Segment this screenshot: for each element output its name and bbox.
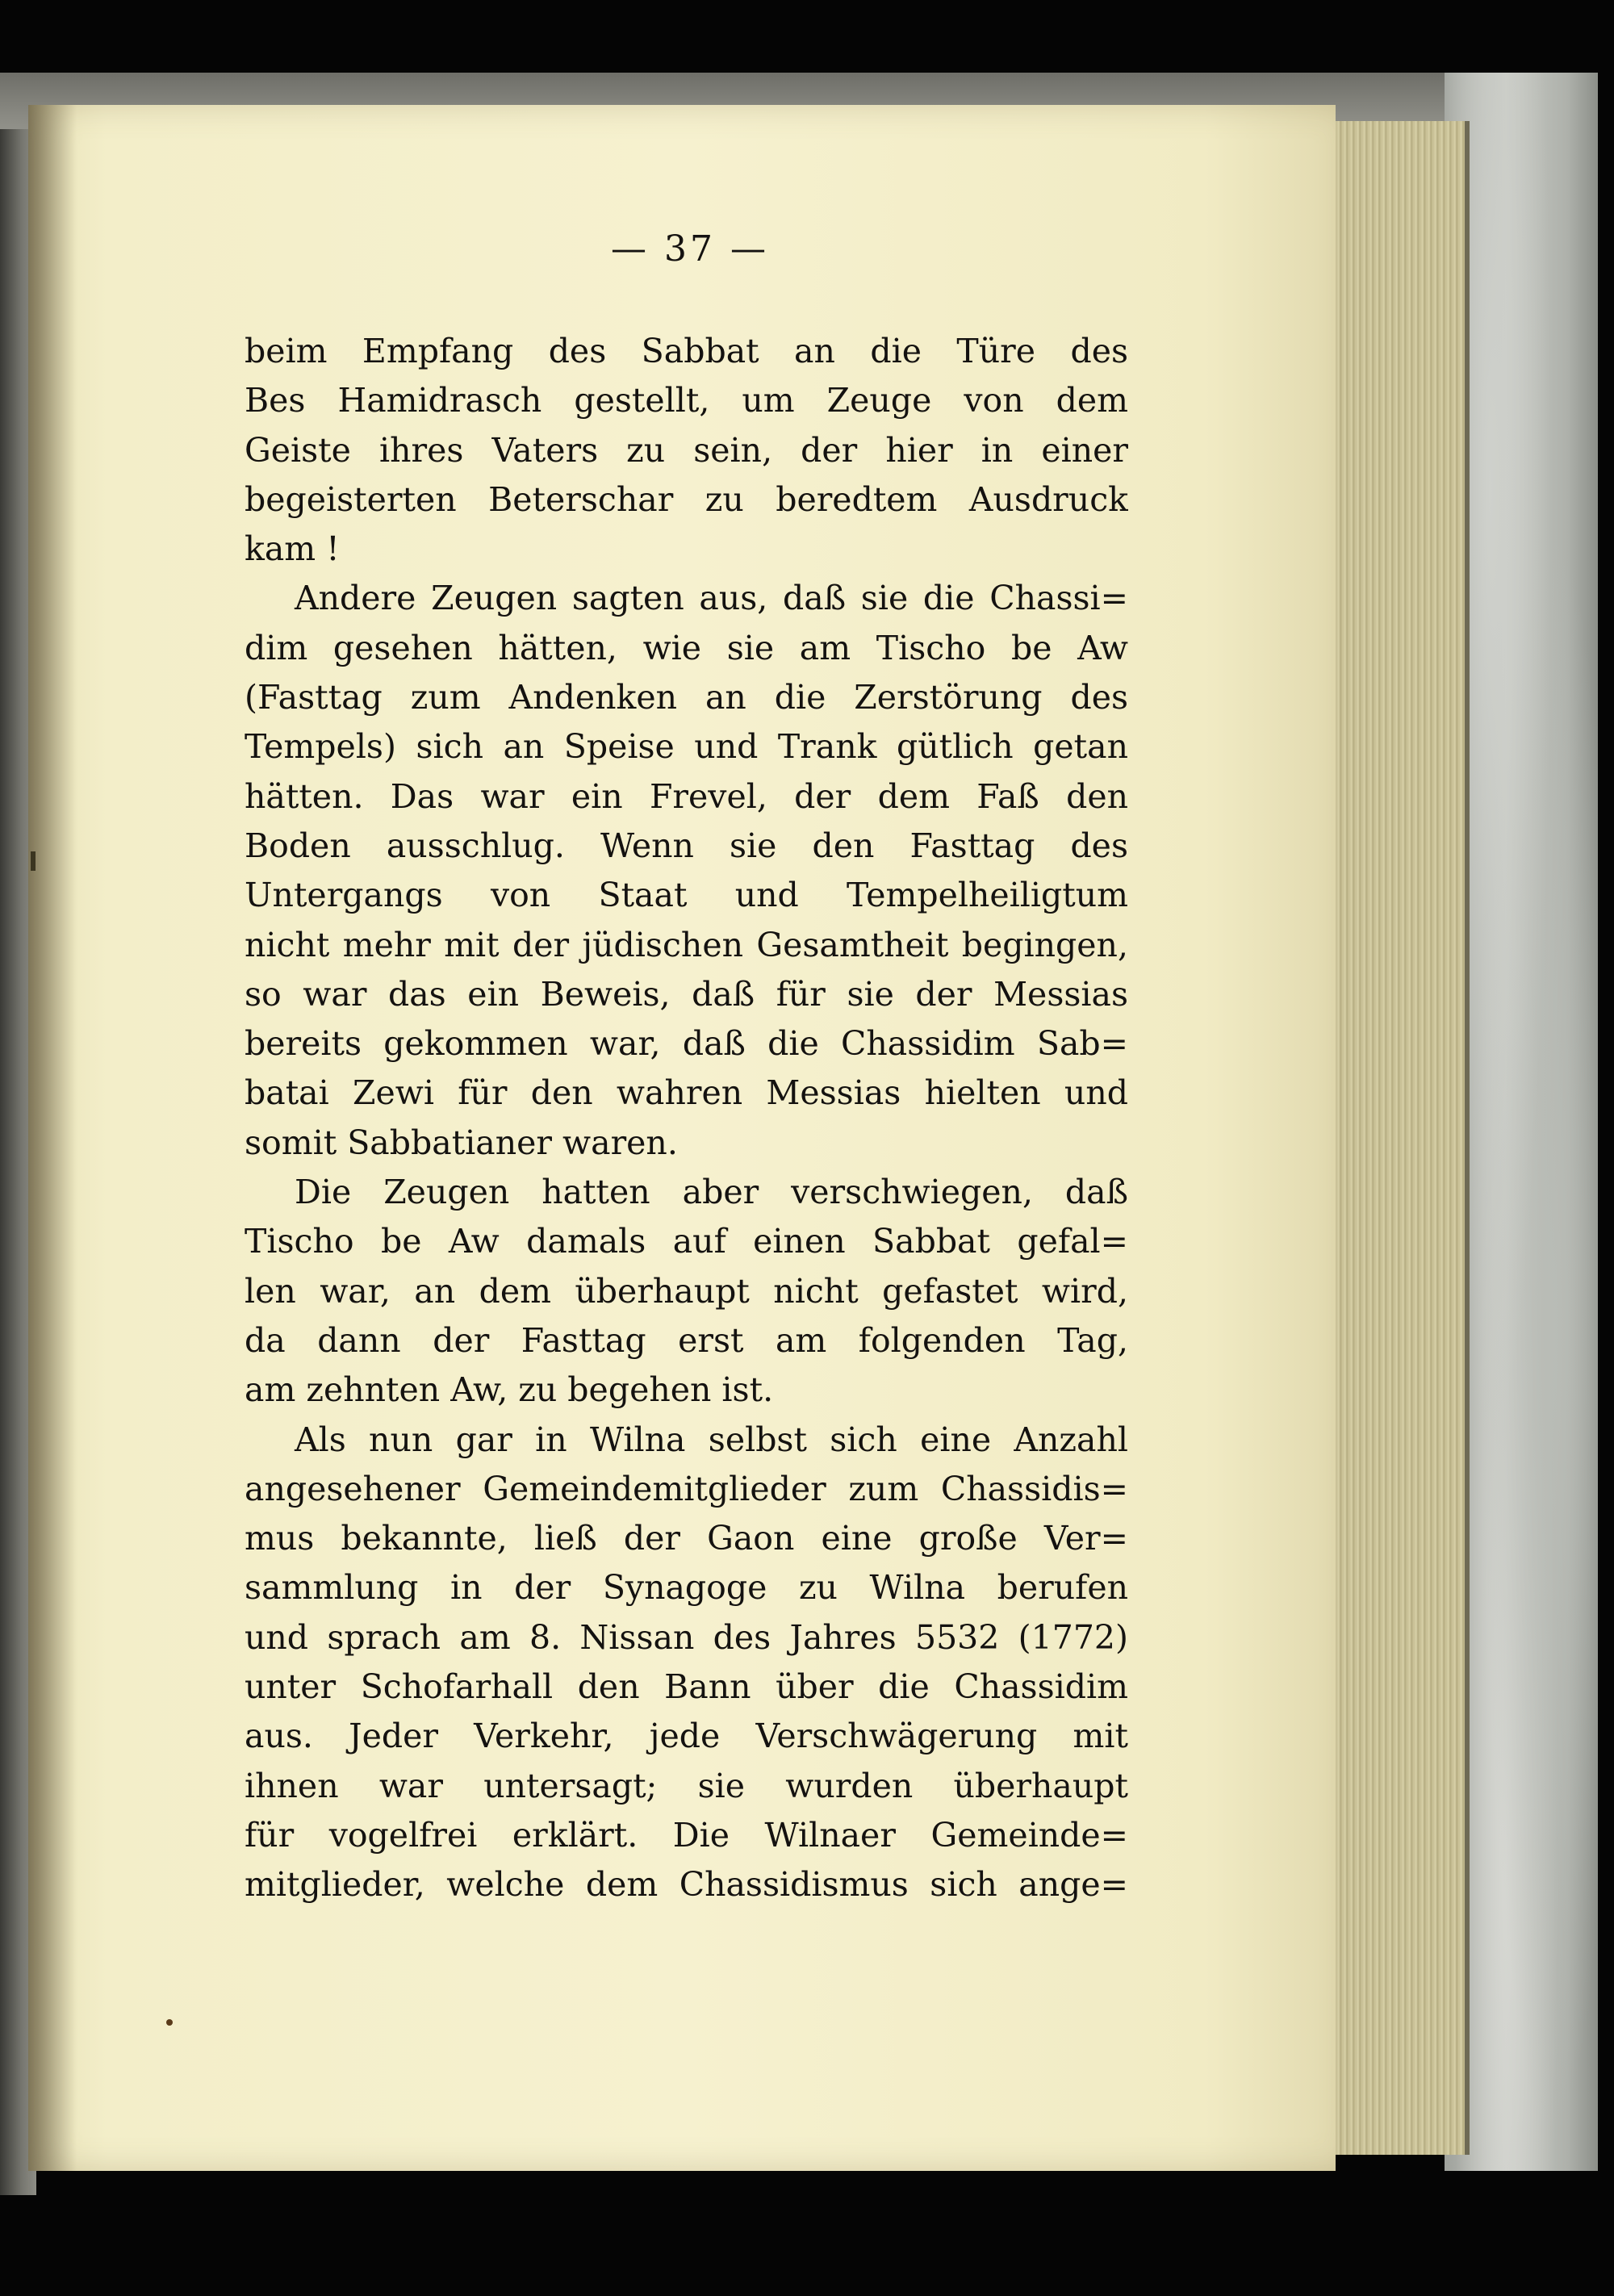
body-text <box>245 327 1128 1910</box>
text-line: nicht mehr mit der jüdischen Gesamtheit begingen, <box>245 925 1128 964</box>
text-line: angesehener Gemeindemitglieder zum Chassidis= <box>245 1469 1128 1508</box>
page-number: — 37 — <box>611 228 769 270</box>
text-line: Bes Hamidrasch gestellt, um Zeuge von dem <box>245 381 1128 420</box>
text-line: ihnen war untersagt; sie wurden überhaupt <box>245 1766 1128 1805</box>
text-line: len war, an dem überhaupt nicht gefastet wird, <box>245 1271 1128 1311</box>
text-line: mitglieder, welche dem Chassidismus sich ange= <box>245 1865 1128 1905</box>
text-line: beim Empfang des Sabbat an die Türe des <box>245 332 1128 370</box>
text-line: mus bekannte, ließ der Gaon eine große Ver= <box>245 1519 1128 1558</box>
text-line: batai Zewi für den wahren Messias hielten und <box>245 1073 1128 1113</box>
text-line: Die Zeugen hatten aber verschwiegen, daß <box>295 1173 1128 1212</box>
ink-spot <box>166 2019 173 2026</box>
text-line: Andere Zeugen sagten aus, daß sie die Chassi= <box>295 579 1128 618</box>
text-line: am zehnten Aw, zu begehen ist. <box>245 1370 774 1410</box>
text-line: Boden ausschlug. Wenn sie den Fasttag des <box>245 826 1128 865</box>
text-line: Tischo be Aw damals auf einen Sabbat gefal= <box>245 1222 1128 1261</box>
text-line: sammlung in der Synagoge zu Wilna berufen <box>245 1568 1128 1608</box>
text-line: somit Sabbatianer waren. <box>245 1123 678 1162</box>
text-line: aus. Jeder Verkehr, jede Verschwägerung mit <box>245 1717 1128 1756</box>
text-line: (Fasttag zum Andenken an die Zerstörung des <box>245 678 1128 717</box>
text-line: für vogelfrei erklärt. Die Wilnaer Gemeinde= <box>245 1815 1128 1855</box>
text-line: dim gesehen hätten, wie sie am Tischo be Aw <box>245 628 1128 667</box>
text-line: hätten. Das war ein Frevel, der dem Faß den <box>245 776 1128 816</box>
text-line: da dann der Fasttag erst am folgenden Tag, <box>245 1320 1128 1360</box>
margin-mark <box>31 851 36 871</box>
text-line: bereits gekommen war, daß die Chassidim Sab= <box>245 1024 1128 1064</box>
text-line: kam ! <box>245 529 340 569</box>
text-line: Tempels) sich an Speise und Trank gütlich getan <box>245 727 1128 767</box>
page-block-edges <box>1323 121 1470 2155</box>
text-line: und sprach am 8. Nissan des Jahres 5532 (1772) <box>245 1617 1128 1657</box>
text-line: Als nun gar in Wilna selbst sich eine Anzahl <box>295 1420 1128 1459</box>
text-line: unter Schofarhall den Bann über die Chassidim <box>245 1667 1128 1707</box>
text-line: so war das ein Beweis, daß für sie der Messias <box>245 974 1128 1014</box>
gutter-shadow <box>28 105 77 2171</box>
text-line: begeisterten Beterschar zu beredtem Ausdruck <box>245 479 1128 519</box>
text-line: Geiste ihres Vaters zu sein, der hier in einer <box>245 430 1128 470</box>
text-line: Untergangs von Staat und Tempelheiligtum <box>245 876 1128 915</box>
